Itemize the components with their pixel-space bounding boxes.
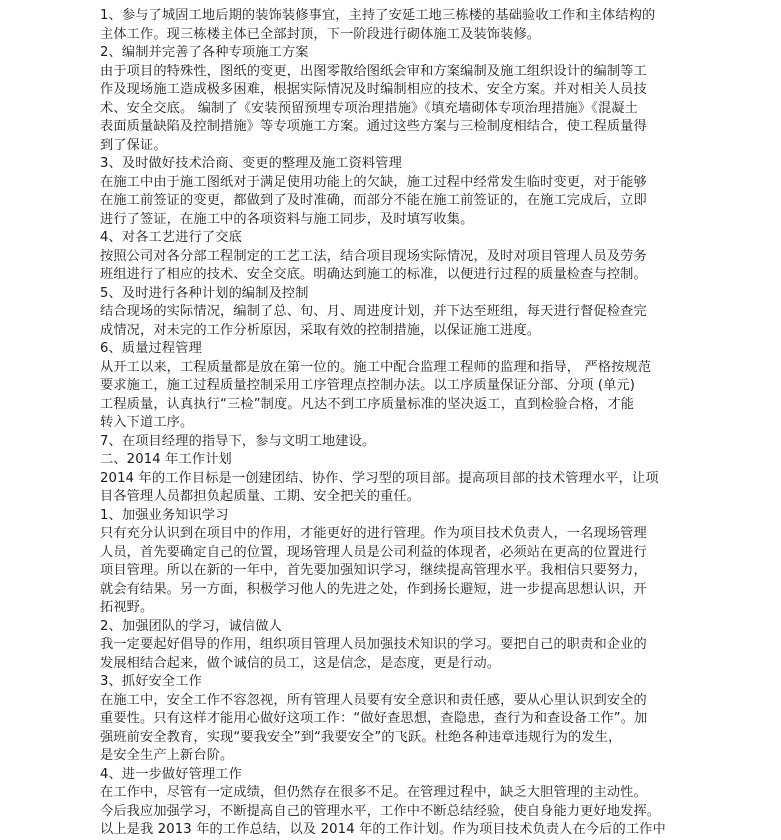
section-heading: 3、及时做好技术洽商、变更的整理及施工资料管理 [100, 156, 402, 171]
paragraph-line: 表面质量缺陷及控制措施》等专项施工方案。通过这些方案与三检制度相结合，使工程质量得 [100, 119, 647, 134]
paragraph-line: 术、安全交底。 编制了《安装预留预埋专项治理措施》《填充墙砌体专项治理措施》《混凝土 [100, 100, 638, 116]
document-page [100, 7, 680, 840]
section-heading: 2、加强团队的学习，诚信做人 [100, 618, 282, 634]
paragraph-line: 只有充分认识到在项目中的作用，才能更好的进行管理。作为项目技术负责人，一名现场管理 [100, 526, 647, 541]
paragraph-line: 在施工中，安全工作不容忽视，所有管理人员要有安全意识和责任感，要从心里认识到安全的 [100, 692, 647, 708]
section-heading: 6、质量过程管理 [100, 341, 202, 356]
paragraph-line: 是安全生产上新台阶。 [100, 748, 234, 763]
paragraph-line: 2014 年的工作目标是一创建团结、协作、学习型的项目部。提高项目部的技术管理水平，让项 [100, 470, 659, 486]
section-heading: 4、进一步做好管理工作 [100, 766, 242, 782]
section-heading: 3、抓好安全工作 [100, 674, 202, 689]
paragraph-line: 主体工作。现三栋楼主体已全部封顶，下一阶段进行砌体施工及装饰装修。 [100, 26, 541, 42]
paragraph-line: 就会有结果。另一方面，积极学习他人的先进之处，作到扬长避短，进一步提高思想认识，开 [100, 581, 647, 597]
paragraph-line: 结合现场的实际情况，编制了总、旬、月、周进度计划，并下达至班组，每天进行督促检查完 [100, 304, 647, 319]
paragraph-line: 从开工以来，工程质量都是放在第一位的。施工中配合监理工程师的监理和指导， 严格按规范 [100, 359, 652, 375]
paragraph-line: 在施工前签证的变更，都做到了及时准确，而部分不能在施工前签证的，在施工完成后，立即 [100, 193, 647, 208]
paragraph-line: 1、参与了城固工地后期的装饰装修事宜，主持了安延工地三栋楼的基础验收工作和主体结构的 [100, 8, 656, 23]
paragraph-line: 班组进行了相应的技术、安全交底。明确达到施工的标准，以便进行过程的质量检查与控制。 [100, 267, 647, 282]
paragraph-line: 在工作中，尽管有一定成绩，但仍然存在很多不足。在管理过程中，缺乏大胆管理的主动性。 [100, 785, 647, 800]
paragraph-line: 由于项目的特殊性，图纸的变更，出图零散给图纸会审和方案编制及施工组织设计的编制等工 [100, 63, 647, 79]
section-heading: 1、加强业务知识学习 [100, 507, 229, 523]
paragraph-line: 目各管理人员都担负起质量、工期、安全把关的重任。 [100, 489, 421, 504]
paragraph-line: 项目管理。所以在新的一年中，首先要加强知识学习，继续提高管理水平。我相信只要努力， [100, 563, 647, 578]
paragraph-line: 强班前安全教育，实现“要我安全”到“我要安全”的飞跃。杜绝各种违章违规行为的发生， [100, 729, 622, 745]
paragraph-line: 要求施工，施工过程质量控制采用工序管理点控制办法。以工序质量保证分部、分项 (单元) [100, 378, 636, 393]
paragraph-line: 重要性。只有这样才能用心做好这项工作：“做好查思想，查隐患，查行为和查设备工作”。加 [100, 711, 648, 726]
section-heading: 二、2014 年工作计划 [100, 452, 232, 467]
paragraph-line: 工程质量，认真执行“三检”制度。凡达不到工序质量标准的坚决返工，直到检验合格，才能 [100, 396, 635, 412]
paragraph-line: 成情况，对未完的工作分析原因，采取有效的控制措施，以保证施工进度。 [100, 322, 541, 338]
paragraph-line: 转入下道工序。 [100, 415, 194, 430]
paragraph-line: 作及现场施工造成极多困难，根据实际情况及时编制相应的技术、安全方案。并对相关人员技 [100, 82, 647, 97]
paragraph-line: 7、在项目经理的指导下，参与文明工地建设。 [100, 433, 376, 449]
paragraph-line: 人员，首先要确定自己的位置，现场管理人员是公司利益的体现者，必须站在更高的位置进行 [100, 544, 647, 560]
paragraph-line: 发展相结合起来，做个诚信的员工，这是信念，是态度，更是行动。 [100, 655, 501, 671]
paragraph-line: 到了保证。 [100, 137, 167, 153]
section-heading: 5、及时进行各种计划的编制及控制 [100, 285, 309, 301]
paragraph-line: 在施工中由于施工图纸对于满足使用功能上的欠缺，施工过程中经常发生临时变更，对于能够 [100, 174, 647, 190]
paragraph-line: 我一定要起好倡导的作用，组织项目管理人员加强技术知识的学习。要把自己的职责和企业的 [100, 637, 647, 652]
section-heading: 4、对各工艺进行了交底 [100, 230, 242, 245]
paragraph-line: 以上是我 2013 年的工作总结，以及 2014 年的工作计划。作为项目技术负责人在今后的工作中 [100, 822, 666, 837]
paragraph-line: 今后我应加强学习，不断提高自己的管理水平，工作中不断总结经验，使自身能力更好地发挥。 [100, 803, 661, 819]
paragraph-line: 拓视野。 [100, 600, 154, 615]
paragraph-line: 按照公司对各分部工程制定的工艺工法，结合项目现场实际情况，及时对项目管理人员及劳务 [100, 248, 647, 264]
paragraph-line: 进行了签证，在施工中的各项资料与施工同步，及时填写收集。 [100, 211, 474, 227]
section-heading: 2、编制并完善了各种专项施工方案 [100, 45, 309, 60]
